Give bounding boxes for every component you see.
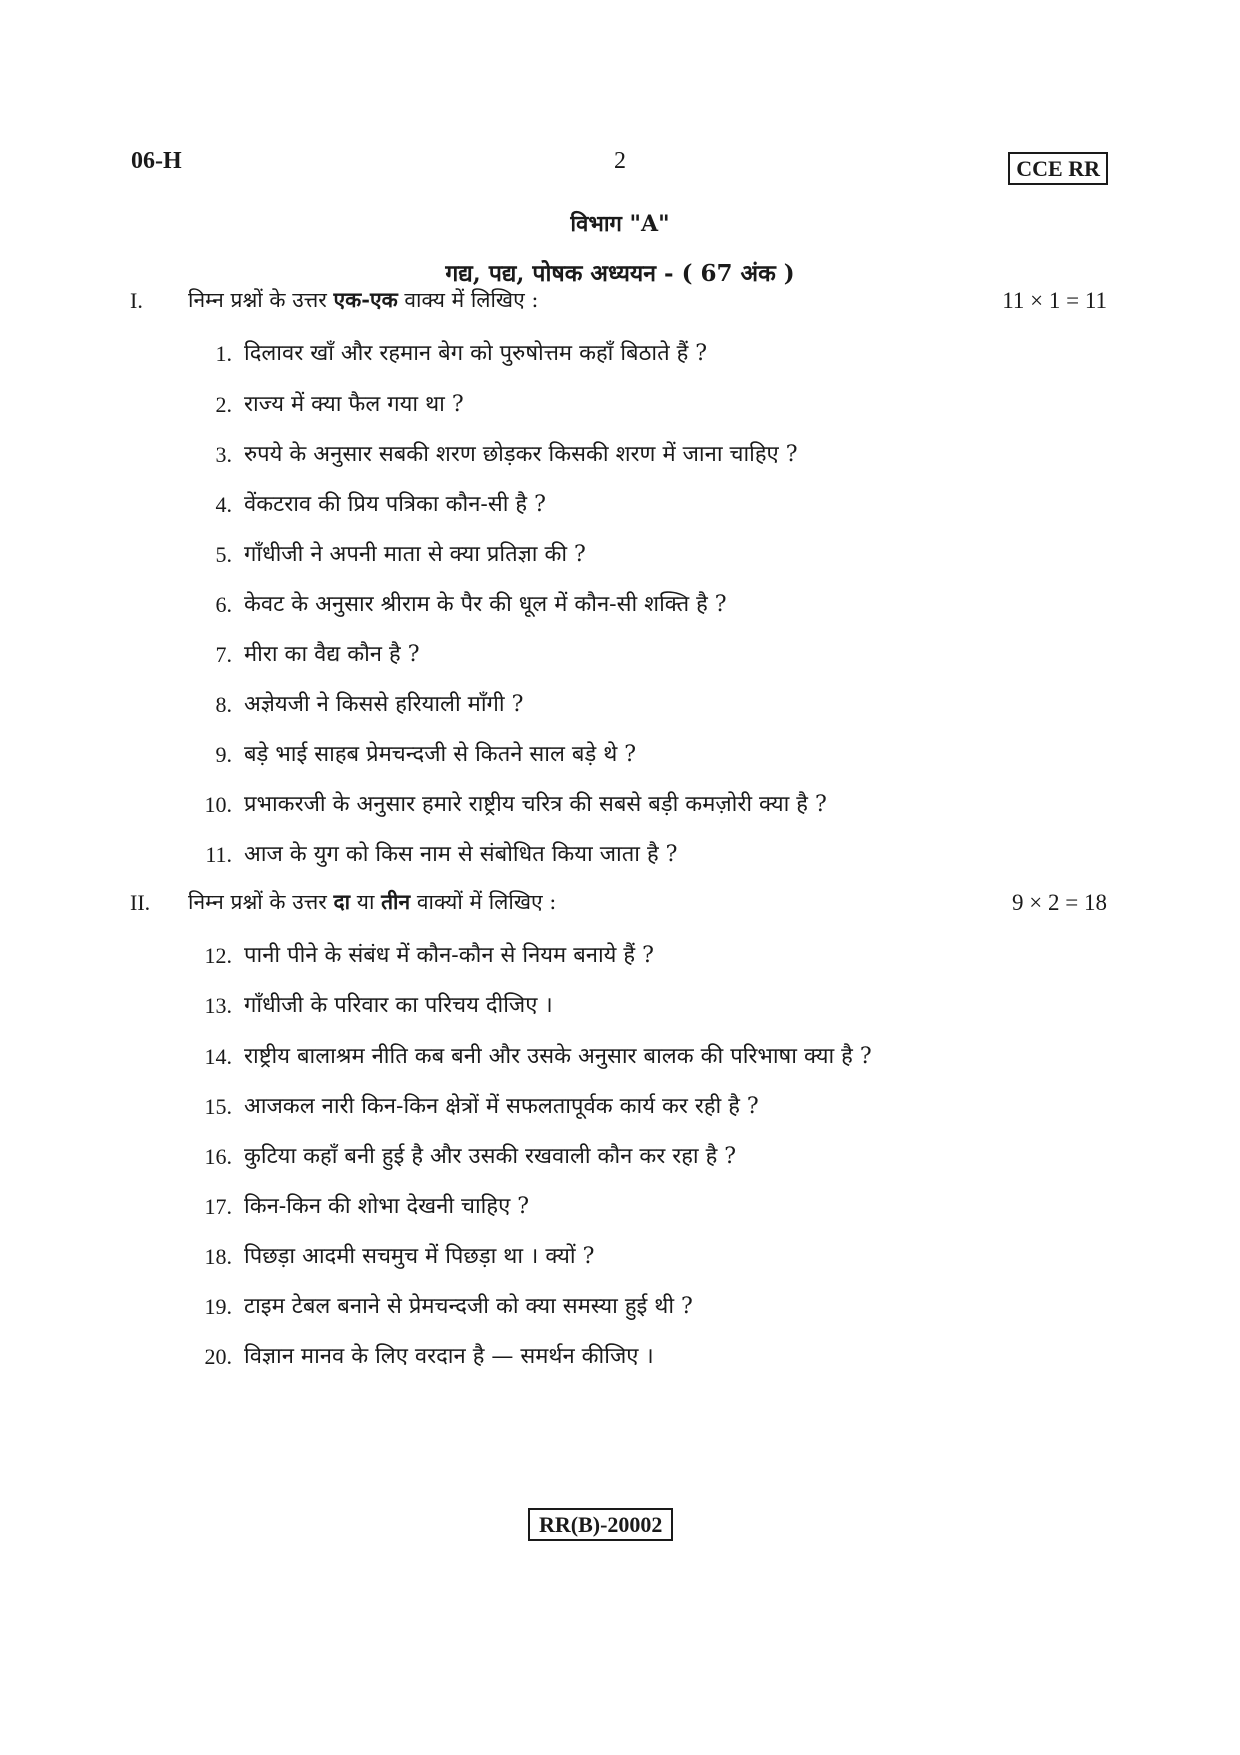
- question-number: 16.: [204, 1144, 232, 1169]
- question-number: 3.: [215, 442, 232, 467]
- question-number: 4.: [215, 492, 232, 517]
- question-text: पिछड़ा आदमी सचमुच में पिछड़ा था । क्यों ?: [244, 1244, 595, 1269]
- instruction-text: या: [350, 890, 382, 914]
- question-text: विज्ञान मानव के लिए वरदान है — समर्थन कीजिए ।: [244, 1344, 654, 1369]
- question-item: [0, 1185, 1240, 1225]
- group-roman-numeral: II.: [130, 890, 151, 915]
- question-text: राष्ट्रीय बालाश्रम नीति कब बनी और उसके अनुसार बालक की परिभाषा क्या है ?: [244, 1044, 872, 1069]
- question-item: [0, 783, 1240, 823]
- question-item: [0, 433, 1240, 473]
- question-item: [0, 1085, 1240, 1125]
- question-item: [0, 583, 1240, 623]
- question-item: [0, 383, 1240, 423]
- question-text: मीरा का वैद्य कौन है ?: [244, 642, 420, 667]
- question-item: [0, 332, 1240, 372]
- question-group-1: [0, 282, 1240, 322]
- question-item: [0, 683, 1240, 723]
- question-number: 5.: [215, 542, 232, 567]
- group-instruction: [188, 286, 538, 314]
- question-item: [0, 1335, 1240, 1375]
- question-number: 7.: [215, 642, 232, 667]
- question-number: 20.: [204, 1344, 232, 1369]
- question-number: 12.: [204, 943, 232, 968]
- question-number: 9.: [215, 742, 232, 767]
- question-item: [0, 533, 1240, 573]
- group-marks: 9 × 2 = 18: [1012, 890, 1107, 915]
- question-number: 13.: [204, 993, 232, 1018]
- question-item: [0, 934, 1240, 974]
- instruction-text: वाक्य में लिखिए :: [397, 288, 539, 312]
- question-number: 8.: [215, 692, 232, 717]
- question-text: रुपये के अनुसार सबकी शरण छोड़कर किसकी शरण में जाना चाहिए ?: [244, 442, 798, 467]
- question-item: [0, 633, 1240, 673]
- question-text: गाँधीजी के परिवार का परिचय दीजिए ।: [244, 993, 553, 1018]
- question-text: अज्ञेयजी ने किससे हरियाली माँगी ?: [244, 692, 524, 717]
- question-text: किन-किन की शोभा देखनी चाहिए ?: [244, 1194, 530, 1219]
- question-item: [0, 483, 1240, 523]
- paper-code: 06-H: [131, 148, 182, 174]
- question-number: 14.: [204, 1044, 232, 1069]
- question-item: [0, 733, 1240, 773]
- question-text: कुटिया कहाँ बनी हुई है और उसकी रखवाली कौन कर रहा है ?: [244, 1144, 737, 1169]
- question-text: दिलावर खाँ और रहमान बेग को पुरुषोत्तम कहाँ बिठाते हैं ?: [244, 341, 708, 366]
- question-text: टाइम टेबल बनाने से प्रेमचन्दजी को क्या समस्या हुई थी ?: [244, 1294, 693, 1319]
- question-item: [0, 833, 1240, 873]
- question-number: 10.: [204, 792, 232, 817]
- question-number: 2.: [215, 392, 232, 417]
- question-item: [0, 1135, 1240, 1175]
- question-group-2: [0, 884, 1240, 924]
- page-number: 2: [614, 148, 626, 174]
- question-text: वेंकटराव की प्रिय पत्रिका कौन-सी है ?: [244, 492, 546, 517]
- group-instruction: [188, 888, 556, 916]
- instruction-text: निम्न प्रश्नों के उत्तर: [188, 288, 334, 312]
- question-text: आज के युग को किस नाम से संबोधित किया जाता है ?: [244, 842, 678, 867]
- question-text: आजकल नारी किन-किन क्षेत्रों में सफलतापूर्वक कार्य कर रही है ?: [244, 1094, 759, 1119]
- instruction-emphasis: तीन: [381, 889, 411, 914]
- group-marks: 11 × 1 = 11: [1002, 288, 1107, 313]
- section-title: विभाग "A": [570, 211, 670, 237]
- question-text: केवट के अनुसार श्रीराम के पैर की धूल में कौन-सी शक्ति है ?: [244, 592, 727, 617]
- instruction-text: निम्न प्रश्नों के उत्तर: [188, 890, 334, 914]
- instruction-emphasis: दा: [333, 889, 351, 914]
- question-number: 6.: [215, 592, 232, 617]
- question-number: 11.: [205, 842, 232, 867]
- footer-paper-code: RR(B)-20002: [528, 1508, 673, 1541]
- section-subtitle: गद्य, पद्य, पोषक अध्ययन - ( 67 अंक ): [445, 260, 795, 287]
- instruction-text: वाक्यों में लिखिए :: [410, 890, 557, 914]
- question-text: गाँधीजी ने अपनी माता से क्या प्रतिज्ञा की ?: [244, 542, 586, 567]
- question-number: 19.: [204, 1294, 232, 1319]
- question-number: 18.: [204, 1244, 232, 1269]
- question-text: प्रभाकरजी के अनुसार हमारे राष्ट्रीय चरित्र की सबसे बड़ी कमज़ोरी क्या है ?: [244, 792, 827, 817]
- question-number: 1.: [215, 341, 232, 366]
- question-text: बड़े भाई साहब प्रेमचन्दजी से कितने साल बड़े थे ?: [244, 742, 637, 767]
- question-number: 15.: [204, 1094, 232, 1119]
- question-item: [0, 1235, 1240, 1275]
- question-item: [0, 1035, 1240, 1075]
- instruction-emphasis: एक-एक: [333, 287, 398, 312]
- series-badge: CCE RR: [1008, 152, 1108, 185]
- question-item: [0, 1285, 1240, 1325]
- question-text: पानी पीने के संबंध में कौन-कौन से नियम बनाये हैं ?: [244, 943, 654, 968]
- question-number: 17.: [204, 1194, 232, 1219]
- question-text: राज्य में क्या फैल गया था ?: [244, 392, 464, 417]
- question-item: [0, 984, 1240, 1024]
- group-roman-numeral: I.: [130, 288, 143, 313]
